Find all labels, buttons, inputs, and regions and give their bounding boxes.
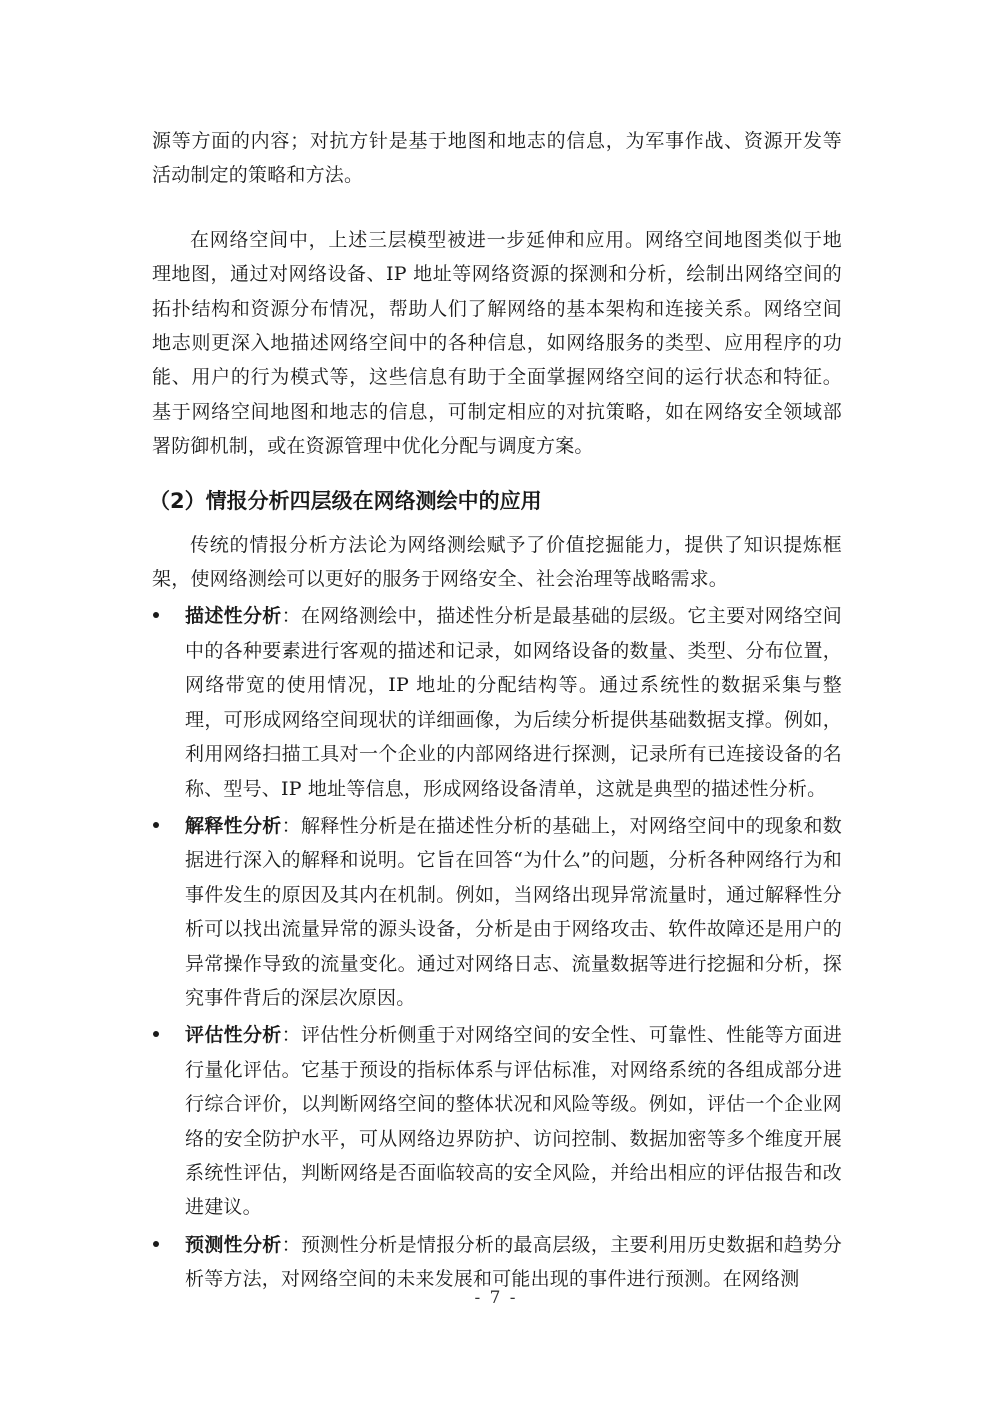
bullet-dot-icon bbox=[153, 612, 159, 618]
term-description: ：在网络测绘中，描述性分析是最基础的层级。它主要对网络空间中的各种要素进行客观的描述和记录，如网络设备的数量、类型、分布位置，网络带宽的使用情况，IP 地址的分配结构等。通过系统性的数据采集与整理，可形成网络空间现状的详细画像，为后续分析提供基础数据支撑。例如，利用网络扫描工具对一个企业的内部网络进行探测，记录所有已连接设备的名称、型号、IP 地址等信息，形成网络设备清单，这就是典型的描述性分析。 bbox=[185, 605, 842, 800]
page-number: - 7 - bbox=[474, 1288, 518, 1308]
term-label: 解释性分析 bbox=[185, 814, 282, 837]
section-heading: （2）情报分析四层级在网络测绘中的应用 bbox=[149, 488, 542, 513]
list-item-evaluative bbox=[152, 1018, 842, 1224]
document-page bbox=[149, 124, 842, 1297]
term-description: ：预测性分析是情报分析的最高层级，主要利用历史数据和趋势分析等方法，对网络空间的未来发展和可能出现的事件进行预测。在网络测 bbox=[185, 1233, 842, 1291]
list-item-explanatory bbox=[152, 809, 842, 1015]
term-label: 预测性分析 bbox=[185, 1233, 282, 1256]
analysis-levels-list bbox=[152, 599, 842, 1296]
paragraph-intro-four-levels: 传统的情报分析方法论为网络测绘赋予了价值挖掘能力，提供了知识提炼框架，使网络测绘可以更好的服务于网络安全、社会治理等战略需求。 bbox=[152, 533, 842, 591]
term-label: 评估性分析 bbox=[185, 1024, 282, 1047]
paragraph-continued: 源等方面的内容；对抗方针是基于地图和地志的信息，为军事作战、资源开发等活动制定的策略和方法。 bbox=[152, 130, 842, 187]
list-item-predictive bbox=[152, 1228, 842, 1297]
bullet-dot-icon bbox=[153, 822, 159, 828]
term-description: ：评估性分析侧重于对网络空间的安全性、可靠性、性能等方面进行量化评估。它基于预设的指标体系与评估标准，对网络系统的各组成部分进行综合评价，以判断网络空间的整体状况和风险等级。例如，评估一个企业网络的安全防护水平，可从网络边界防护、访问控制、数据加密等多个维度开展系统性评估，判断网络是否面临较高的安全风险，并给出相应的评估报告和改进建议。 bbox=[185, 1024, 842, 1219]
list-item-descriptive bbox=[152, 599, 842, 805]
paragraph-network-space-model: 在网络空间中，上述三层模型被进一步延伸和应用。网络空间地图类似于地理地图，通过对网络设备、IP 地址等网络资源的探测和分析，绘制出网络空间的拓扑结构和资源分布情况，帮助人们了解网络的基本架构和连接关系。网络空间地志则更深入地描述网络空间中的各种信息，如网络服务的类型、应用程序的功能、用户的行为模式等，这些信息有助于全面掌握网络空间的运行状态和特征。基于网络空间地图和地志的信息，可制定相应的对抗策略，如在网络安全领域部署防御机制，或在资源管理中优化分配与调度方案。 bbox=[152, 228, 842, 458]
bullet-dot-icon bbox=[153, 1241, 159, 1247]
term-label: 描述性分析 bbox=[185, 605, 282, 628]
term-description: ：解释性分析是在描述性分析的基础上，对网络空间中的现象和数据进行深入的解释和说明。它旨在回答“为什么”的问题，分析各种网络行为和事件发生的原因及其内在机制。例如，当网络出现异常流量时，通过解释性分析可以找出流量异常的源头设备，分析是由于网络攻击、软件故障还是用户的异常操作导致的流量变化。通过对网络日志、流量数据等进行挖掘和分析，探究事件背后的深层次原因。 bbox=[185, 814, 842, 1009]
bullet-dot-icon bbox=[153, 1031, 159, 1037]
